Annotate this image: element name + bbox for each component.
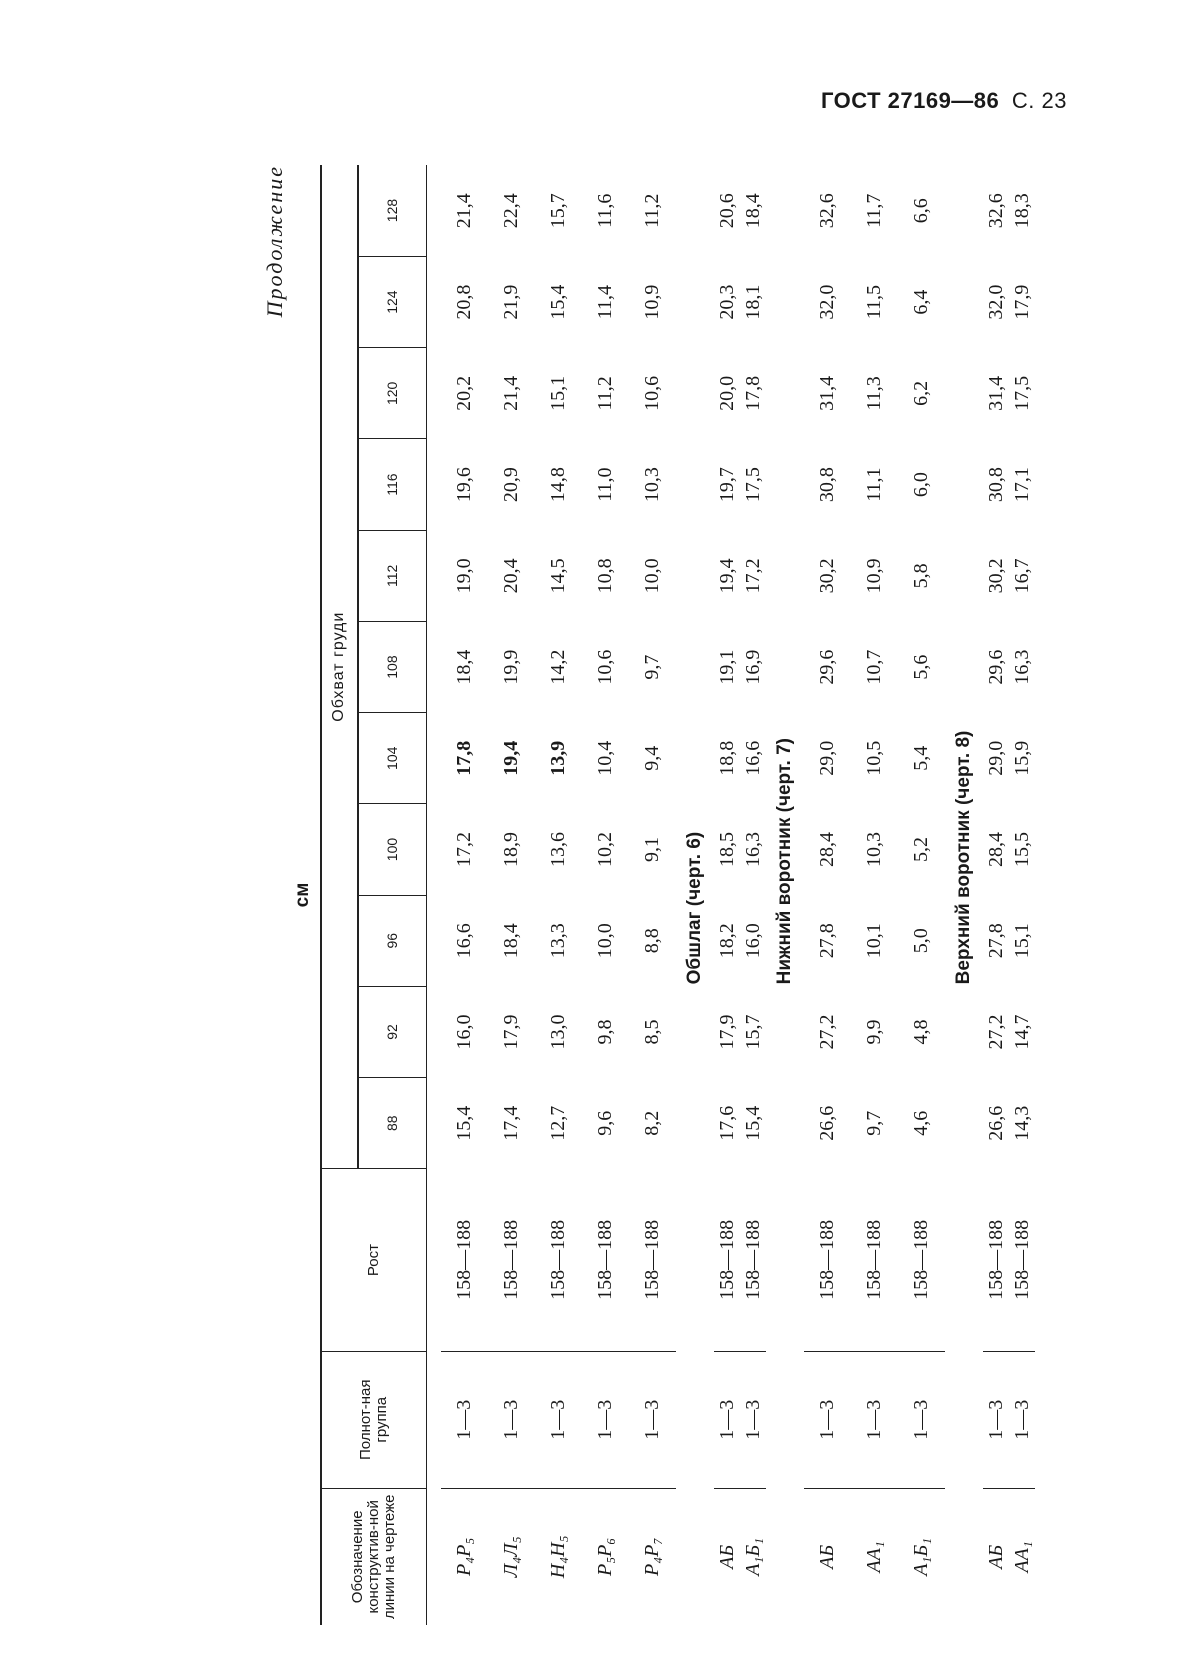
section-row	[676, 165, 714, 1625]
value-cell: 13,9	[547, 740, 569, 776]
value-cell: 5,8	[910, 563, 932, 589]
value-cell: 11,0	[594, 467, 616, 502]
designation-cell: А₁Б₁	[740, 1488, 766, 1625]
designation-cell: Р₅Р₆	[582, 1488, 629, 1625]
value-cell: 10,6	[641, 375, 663, 411]
value-cell: 17,8	[453, 740, 475, 776]
table-row	[804, 165, 851, 1625]
value-cell: 9,7	[863, 1110, 885, 1136]
header-height: Рост	[321, 1169, 427, 1351]
value-cell: 10,0	[594, 923, 616, 959]
section-spacer	[676, 986, 714, 1625]
fullness-cell: 1—3	[851, 1351, 898, 1488]
value-cell: 28,4	[816, 832, 838, 868]
value-cell: 5,0	[910, 928, 932, 954]
value-cell: 29,0	[985, 740, 1007, 776]
value-cell: 30,8	[985, 467, 1007, 503]
header-chest-size: 88	[358, 1078, 426, 1169]
height-cell: 158—188	[985, 1219, 1007, 1300]
value-cell: 20,9	[500, 467, 522, 503]
designation-cell: Н₄Н₅	[535, 1488, 582, 1625]
value-cell: 15,9	[1011, 740, 1033, 776]
height-cell: 158—188	[547, 1219, 569, 1300]
value-cell: 27,8	[816, 923, 838, 959]
value-cell: 17,1	[1011, 467, 1033, 503]
table-row	[983, 165, 1009, 1625]
value-cell: 15,4	[547, 284, 569, 320]
value-cell: 16,3	[742, 832, 764, 868]
designation-cell: Р₄Р₇	[629, 1488, 676, 1625]
value-cell: 10,9	[863, 558, 885, 594]
section-title: Верхний воротник (черт. 8)	[953, 730, 974, 985]
value-cell: 5,4	[910, 745, 932, 771]
value-cell: 19,1	[716, 649, 738, 685]
table-row	[582, 165, 629, 1625]
header-chest: Обхват груди	[321, 165, 358, 1169]
height-cell: 158—188	[910, 1219, 932, 1300]
value-cell: 19,6	[453, 467, 475, 503]
value-cell: 16,3	[1011, 649, 1033, 685]
value-cell: 11,7	[863, 193, 885, 228]
value-cell: 21,4	[453, 193, 475, 229]
section-title: Нижний воротник (черт. 7)	[774, 737, 795, 985]
value-cell: 17,5	[742, 467, 764, 503]
value-cell: 18,8	[716, 740, 738, 776]
value-cell: 11,6	[594, 193, 616, 228]
value-cell: 14,7	[1011, 1014, 1033, 1050]
unit-label: см	[292, 882, 313, 908]
header-chest-size: 100	[358, 804, 426, 895]
value-cell: 10,5	[863, 740, 885, 776]
value-cell: 17,6	[716, 1105, 738, 1141]
value-cell: 30,2	[985, 558, 1007, 594]
height-cell: 158—188	[594, 1219, 616, 1300]
value-cell: 26,6	[985, 1105, 1007, 1141]
value-cell: 18,4	[742, 193, 764, 229]
section-row	[945, 165, 983, 1625]
table-row	[535, 165, 582, 1625]
value-cell: 30,8	[816, 467, 838, 503]
table-row	[714, 165, 740, 1625]
value-cell: 15,7	[547, 193, 569, 229]
value-cell: 19,4	[716, 558, 738, 594]
value-cell: 6,0	[910, 472, 932, 498]
value-cell: 22,4	[500, 193, 522, 229]
value-cell: 13,3	[547, 923, 569, 959]
section-spacer	[766, 986, 804, 1625]
designation-cell: А₁Б₁	[898, 1488, 945, 1625]
value-cell: 15,4	[742, 1105, 764, 1141]
value-cell: 28,4	[985, 832, 1007, 868]
fullness-cell: 1—3	[441, 1351, 488, 1488]
value-cell: 4,8	[910, 1019, 932, 1045]
value-cell: 10,7	[863, 649, 885, 685]
measurements-table	[320, 165, 1035, 1625]
value-cell: 17,9	[500, 1014, 522, 1050]
section-spacer	[945, 986, 983, 1625]
value-cell: 16,0	[742, 923, 764, 959]
value-cell: 19,4	[500, 740, 522, 776]
page-header	[821, 88, 1067, 114]
fullness-cell: 1—3	[898, 1351, 945, 1488]
value-cell: 8,5	[641, 1019, 663, 1045]
value-cell: 15,5	[1011, 832, 1033, 868]
value-cell: 18,1	[742, 284, 764, 320]
header-chest-size: 128	[358, 165, 426, 257]
value-cell: 13,0	[547, 1014, 569, 1050]
value-cell: 19,9	[500, 649, 522, 685]
value-cell: 27,8	[985, 923, 1007, 959]
value-cell: 10,8	[594, 558, 616, 594]
continuation-label: Продолжение	[262, 165, 287, 318]
value-cell: 16,6	[453, 923, 475, 959]
value-cell: 27,2	[816, 1014, 838, 1050]
value-cell: 18,9	[500, 832, 522, 868]
value-cell: 10,6	[594, 649, 616, 685]
designation-cell: АБ	[983, 1488, 1009, 1625]
table-row	[851, 165, 898, 1625]
height-cell: 158—188	[1011, 1219, 1033, 1300]
designation-cell: АБ	[714, 1488, 740, 1625]
height-cell: 158—188	[453, 1219, 475, 1300]
value-cell: 18,5	[716, 832, 738, 868]
standard-number: ГОСТ 27169—86	[820, 88, 1000, 113]
table-row	[441, 165, 488, 1625]
table-row	[488, 165, 535, 1625]
fullness-cell: 1—3	[582, 1351, 629, 1488]
value-cell: 19,0	[453, 558, 475, 594]
value-cell: 9,6	[594, 1110, 616, 1136]
value-cell: 27,2	[985, 1014, 1007, 1050]
header-chest-size: 92	[358, 986, 426, 1077]
value-cell: 9,1	[641, 837, 663, 863]
value-cell: 8,2	[641, 1110, 663, 1136]
value-cell: 18,3	[1011, 193, 1033, 229]
value-cell: 11,3	[863, 376, 885, 411]
value-cell: 20,3	[716, 284, 738, 320]
value-cell: 16,0	[453, 1014, 475, 1050]
value-cell: 10,4	[594, 740, 616, 776]
value-cell: 9,8	[594, 1019, 616, 1045]
value-cell: 17,5	[1011, 375, 1033, 411]
height-cell: 158—188	[641, 1219, 663, 1300]
value-cell: 10,0	[641, 558, 663, 594]
header-chest-size: 108	[358, 621, 426, 712]
value-cell: 11,2	[641, 193, 663, 228]
value-cell: 14,3	[1011, 1105, 1033, 1141]
rotated-table-area	[240, 165, 1110, 1625]
value-cell: 16,6	[742, 740, 764, 776]
header-chest-size: 124	[358, 257, 426, 348]
value-cell: 9,4	[641, 745, 663, 771]
value-cell: 15,1	[1011, 923, 1033, 959]
fullness-cell: 1—3	[714, 1351, 740, 1488]
value-cell: 29,6	[985, 649, 1007, 685]
value-cell: 31,4	[816, 375, 838, 411]
designation-cell: АА₁	[851, 1488, 898, 1625]
value-cell: 5,6	[910, 654, 932, 680]
value-cell: 6,6	[910, 198, 932, 224]
value-cell: 20,8	[453, 284, 475, 320]
value-cell: 32,0	[985, 284, 1007, 320]
value-cell: 18,4	[453, 649, 475, 685]
value-cell: 6,2	[910, 380, 932, 406]
value-cell: 20,0	[716, 375, 738, 411]
value-cell: 15,4	[453, 1105, 475, 1141]
value-cell: 14,2	[547, 649, 569, 685]
value-cell: 10,2	[594, 832, 616, 868]
value-cell: 20,2	[453, 375, 475, 411]
value-cell: 11,5	[863, 284, 885, 320]
fullness-cell: 1—3	[488, 1351, 535, 1488]
value-cell: 4,6	[910, 1110, 932, 1136]
header-chest-size: 120	[358, 348, 426, 439]
header-designation: Обозначение конструктив-ной линии на чертеже	[321, 1488, 427, 1625]
height-cell: 158—188	[500, 1219, 522, 1300]
table-row	[629, 165, 676, 1625]
header-chest-size: 96	[358, 895, 426, 986]
designation-cell: Р₄Р₅	[441, 1488, 488, 1625]
value-cell: 29,0	[816, 740, 838, 776]
height-cell: 158—188	[742, 1219, 764, 1300]
value-cell: 14,8	[547, 467, 569, 503]
value-cell: 20,4	[500, 558, 522, 594]
value-cell: 10,3	[863, 832, 885, 868]
value-cell: 26,6	[816, 1105, 838, 1141]
section-title: Обшлаг (черт. 6)	[684, 831, 705, 985]
value-cell: 9,7	[641, 654, 663, 680]
value-cell: 12,7	[547, 1105, 569, 1141]
header-fullness: Полнот-ная группа	[321, 1351, 427, 1488]
value-cell: 21,4	[500, 375, 522, 411]
fullness-cell: 1—3	[740, 1351, 766, 1488]
table-row	[740, 165, 766, 1625]
designation-cell: АБ	[804, 1488, 851, 1625]
height-cell: 158—188	[816, 1219, 838, 1300]
value-cell: 32,0	[816, 284, 838, 320]
value-cell: 15,7	[742, 1014, 764, 1050]
height-cell: 158—188	[863, 1219, 885, 1300]
value-cell: 14,5	[547, 558, 569, 594]
spacer-row	[427, 165, 442, 1625]
value-cell: 5,2	[910, 837, 932, 863]
value-cell: 17,8	[742, 375, 764, 411]
table-row	[898, 165, 945, 1625]
value-cell: 30,2	[816, 558, 838, 594]
value-cell: 18,4	[500, 923, 522, 959]
page-number: С. 23	[1011, 88, 1067, 113]
value-cell: 17,2	[453, 832, 475, 868]
fullness-cell: 1—3	[983, 1351, 1009, 1488]
value-cell: 16,7	[1011, 558, 1033, 594]
value-cell: 9,9	[863, 1019, 885, 1045]
fullness-cell: 1—3	[1009, 1351, 1035, 1488]
value-cell: 32,6	[985, 193, 1007, 229]
value-cell: 10,1	[863, 923, 885, 959]
value-cell: 17,2	[742, 558, 764, 594]
fullness-cell: 1—3	[629, 1351, 676, 1488]
value-cell: 6,4	[910, 289, 932, 315]
value-cell: 16,9	[742, 649, 764, 685]
designation-cell: Л₄Л₅	[488, 1488, 535, 1625]
value-cell: 29,6	[816, 649, 838, 685]
value-cell: 32,6	[816, 193, 838, 229]
value-cell: 13,6	[547, 832, 569, 868]
value-cell: 18,2	[716, 923, 738, 959]
value-cell: 10,3	[641, 467, 663, 503]
spacer-cell	[427, 165, 442, 1625]
value-cell: 19,7	[716, 467, 738, 503]
value-cell: 31,4	[985, 375, 1007, 411]
fullness-cell: 1—3	[535, 1351, 582, 1488]
value-cell: 8,8	[641, 928, 663, 954]
value-cell: 20,6	[716, 193, 738, 229]
value-cell: 21,9	[500, 284, 522, 320]
section-row	[766, 165, 804, 1625]
value-cell: 11,1	[863, 467, 885, 502]
value-cell: 17,9	[716, 1014, 738, 1050]
height-cell: 158—188	[716, 1219, 738, 1300]
value-cell: 11,4	[594, 284, 616, 320]
fullness-cell: 1—3	[804, 1351, 851, 1488]
header-chest-size: 116	[358, 439, 426, 530]
value-cell: 17,4	[500, 1105, 522, 1141]
value-cell: 10,9	[641, 284, 663, 320]
header-chest-size: 112	[358, 530, 426, 621]
value-cell: 11,2	[594, 376, 616, 411]
value-cell: 15,1	[547, 375, 569, 411]
value-cell: 17,9	[1011, 284, 1033, 320]
designation-cell: АА₁	[1009, 1488, 1035, 1625]
table-row	[1009, 165, 1035, 1625]
header-chest-size: 104	[358, 713, 426, 804]
